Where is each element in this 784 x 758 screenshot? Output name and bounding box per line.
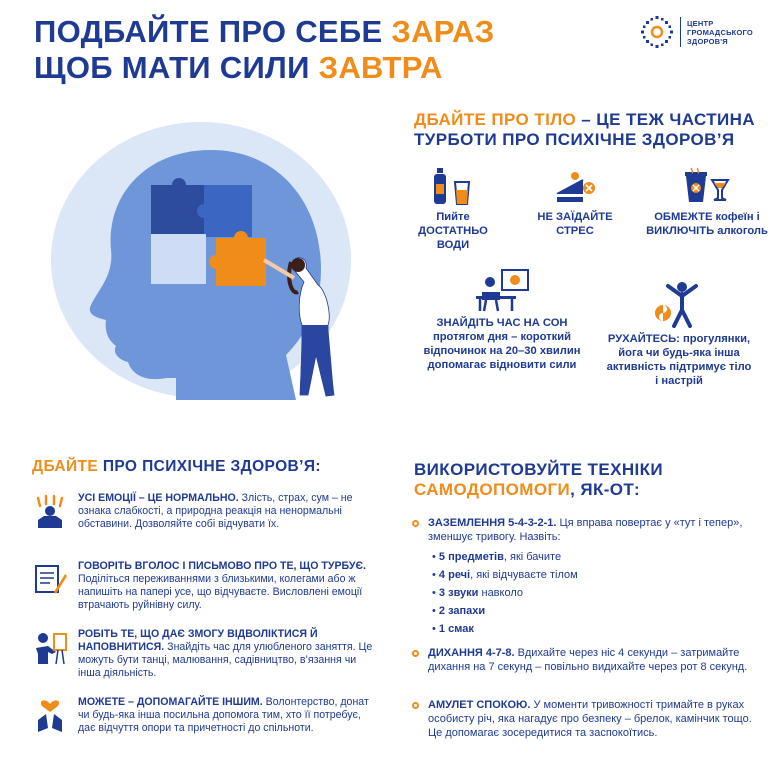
logo-line-3: ЗДОРОВ'Я: [687, 36, 728, 46]
technique-grounding: [412, 516, 768, 544]
puzzle-piece-light: [151, 234, 206, 284]
page-title: [34, 14, 554, 86]
grounding-list-item: • 5 предметів, які бачите: [432, 551, 562, 563]
breathing-text: Вдихайте через ніс 4 секунди – затримайте дихання на 7 секунд – повільно видихайте через рот 8 секунд.: [428, 647, 748, 673]
water-bottle-icon: [431, 166, 475, 206]
tip-water: [416, 166, 490, 252]
tip-move: [604, 280, 754, 388]
bullet-icon: [412, 702, 419, 709]
mental-item-talk: [32, 560, 378, 612]
grounding-item-text: навколо: [478, 587, 524, 599]
distract-text: Знайдіть час для улюбленого заняття. Це можуть бути танці, малювання, садівництво, в’язання чи інша діяльність.: [78, 641, 373, 679]
helping-hands-icon: [32, 698, 68, 734]
logo-line-2: ГРОМАДСЬКОГО: [687, 27, 753, 37]
tip-stress: [528, 166, 622, 238]
logo: [640, 12, 770, 52]
painting-icon: [32, 630, 68, 666]
grounding-item-bold: 1 смак: [438, 623, 474, 635]
techniques-title-a: ВИКОРИСТОВУЙТЕ ТЕХНІКИ: [414, 460, 664, 479]
logo-text: [687, 19, 753, 46]
emotions-icon: [32, 494, 68, 530]
help-bold: МОЖЕТЕ – ДОПОМАГАЙТЕ ІНШИМ.: [78, 696, 263, 708]
logo-line-1: ЦЕНТР: [687, 18, 714, 28]
mental-item-emotions: [32, 492, 378, 531]
amulet-bold: АМУЛЕТ СПОКОЮ.: [428, 699, 531, 711]
exercise-icon: [652, 280, 706, 328]
grounding-list-item: • 4 речі, які відчуваєте тілом: [432, 569, 578, 581]
title-line2-b: ЗАВТРА: [318, 50, 443, 85]
techniques-title-highlight: САМОДОПОМОГИ: [414, 480, 571, 499]
grounding-item-text: , які бачите: [503, 551, 562, 563]
mental-section-title: [32, 458, 321, 476]
body-title-highlight: ДБАЙТЕ ПРО ТІЛО: [414, 110, 577, 129]
breathing-bold: ДИХАННЯ 4-7-8.: [428, 647, 515, 659]
tip-caffeine-text: ОБМЕЖТЕ кофеїн і ВИКЛЮЧІТЬ алкоголь: [646, 211, 768, 237]
talk-text: Поділіться переживаннями з близькими, колегами або ж напишіть на папері усе, що відчуваєте. Висловлені емоції втрачають руйнівну силу.: [78, 573, 363, 611]
technique-amulet: [412, 698, 768, 740]
techniques-title: [414, 460, 774, 500]
grounding-item-bold: 4 речі: [438, 569, 471, 581]
head-puzzle-illustration: [36, 110, 356, 410]
body-title-rest: – ЦЕ ТЕЖ ЧАСТИНА ТУРБОТИ ПРО ПСИХІЧНЕ ЗДОРОВ’Я: [414, 110, 755, 149]
logo-mark-icon: [640, 15, 674, 49]
techniques-title-c: , ЯК-ОТ:: [570, 480, 641, 499]
tip-sleep-text: ЗНАЙДІТЬ ЧАС НА СОН протягом дня – короткий відпочинок на 20–30 хвилин допомагає відновити сили: [423, 317, 581, 371]
tip-caffeine: [646, 166, 768, 238]
technique-breathing: [412, 646, 768, 674]
sleep-desk-icon: [472, 268, 532, 312]
writing-icon: [32, 562, 68, 598]
coffee-alcohol-icon: [680, 166, 734, 206]
grounding-list-item: • 1 смак: [432, 623, 474, 635]
title-line1-b: ЗАРАЗ: [391, 14, 495, 49]
tip-stress-text: НЕ ЗАЇДАЙТЕ СТРЕС: [537, 211, 613, 237]
emotions-bold: УСІ ЕМОЦІЇ – ЦЕ НОРМАЛЬНО.: [78, 492, 239, 504]
grounding-item-text: , які відчуваєте тілом: [470, 569, 578, 581]
puzzle-piece-medium: [204, 185, 252, 237]
grounding-list-item: • 3 звуки навколо: [432, 587, 524, 599]
bullet-icon: [412, 520, 419, 527]
amulet-text: У моменти тривожності тримайте в руках особисту річ, яка нагадує про безпеку – брелок, камінчик тощо. Це допомагає зосередитися та заспокоїтись.: [428, 699, 752, 739]
body-section-title: [414, 110, 774, 150]
tip-water-text: Пийте ДОСТАТНЬО ВОДИ: [418, 211, 488, 251]
puzzle-piece-orange: [216, 238, 266, 286]
title-line1-a: ПОДБАЙТЕ ПРО СЕБЕ: [34, 14, 392, 49]
help-text: Волонтерство, донат чи будь-яка інша посильна допомога тим, хто її потребує, дає відчуття опори та причетності до спільноти.: [78, 696, 369, 734]
emotions-text: Злість, страх, сум – не ознака слабкості, а природна реакція на ненормальні обставини. Дозволяйте собі відчувати їх.: [78, 492, 353, 530]
logo-divider: [680, 17, 681, 47]
grounding-text: Ця вправа повертає у «тут і тепер», зменшує тривогу. Назвіть:: [428, 517, 743, 543]
grounding-item-bold: 5 предметів: [438, 551, 504, 563]
mental-item-distract: [32, 628, 378, 680]
tip-move-text: РУХАЙТЕСЬ: прогулянки, йога чи будь-яка інша активність підтримує тіло і настрій: [606, 333, 752, 387]
distract-bold: РОБІТЬ ТЕ, ЩО ДАЄ ЗМОГУ ВІДВОЛІКТИСЯ Й НАПОВНИТИСЯ.: [78, 628, 318, 653]
mental-item-help: [32, 696, 378, 735]
grounding-list-item: • 2 запахи: [432, 605, 486, 617]
bullet-icon: [412, 650, 419, 657]
grounding-bold: ЗАЗЕМЛЕННЯ 5-4-3-2-1.: [428, 517, 557, 529]
tip-sleep: [418, 268, 586, 372]
talk-bold: ГОВОРІТЬ ВГОЛОС І ПИСЬМОВО ПРО ТЕ, ЩО ТУРБУЄ.: [78, 560, 366, 572]
mental-title-rest: ПРО ПСИХІЧНЕ ЗДОРОВ’Я:: [98, 458, 321, 475]
grounding-item-bold: 3 звуки: [438, 587, 479, 599]
title-line2-a: ЩОБ МАТИ СИЛИ: [34, 50, 319, 85]
mental-title-highlight: ДБАЙТЕ: [32, 458, 99, 475]
cake-icon: [553, 166, 597, 206]
grounding-item-bold: 2 запахи: [438, 605, 486, 617]
